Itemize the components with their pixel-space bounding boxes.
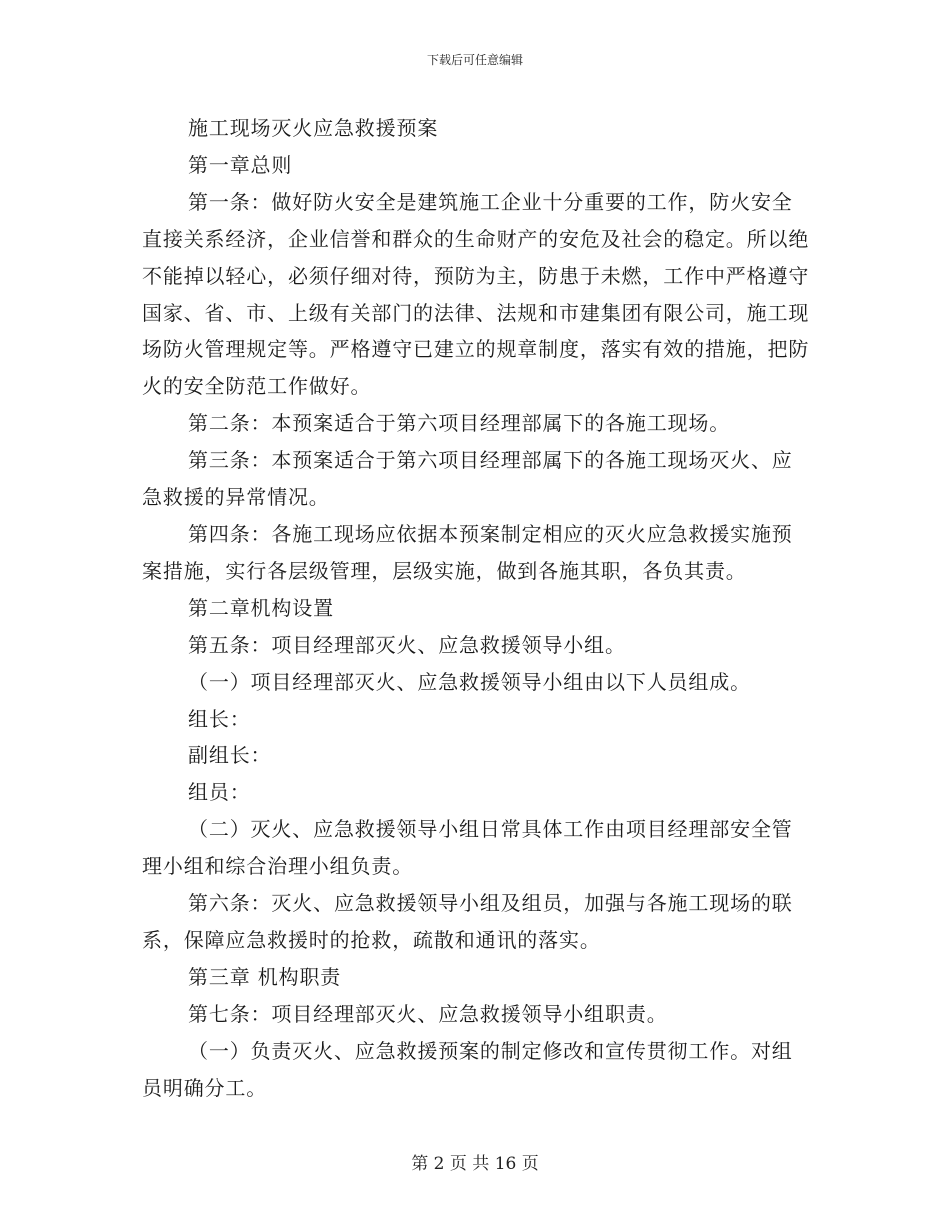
article-paragraph: 第二条：本预案适合于第六项目经理部属下的各施工现场。 bbox=[188, 411, 731, 436]
article-paragraph: 第三条：本预案适合于第六项目经理部属下的各施工现场灭火、应急救援的异常情况。 bbox=[142, 448, 793, 510]
page-header: 下载后可任意编辑 bbox=[426, 53, 523, 67]
role-line: 组员： bbox=[188, 780, 251, 805]
article-paragraph: 第四条：各施工现场应依据本预案制定相应的灭火应急救援实施预案措施，实行各层级管理，层级实施，做到各施其职，各负其责。 bbox=[142, 521, 793, 583]
page-number-footer: 第 2 页 共 16 页 bbox=[411, 1154, 539, 1174]
document-body bbox=[142, 110, 810, 1106]
article-paragraph: 第五条：项目经理部灭火、应急救援领导小组。 bbox=[188, 632, 626, 657]
role-line: 组长： bbox=[188, 706, 251, 731]
role-line: 副组长： bbox=[188, 743, 272, 768]
document-title: 施工现场灭火应急救援预案 bbox=[188, 116, 439, 140]
article-paragraph: 第一条：做好防火安全是建筑施工企业十分重要的工作，防火安全直接关系经济，企业信誉和群众的生命财产的安危及社会的稳定。所以绝不能掉以轻心，必须仔细对待，预防为主，防患于未燃，工作中严格遵守国家、省、市、上级有关部门的法律、法规和市建集团有限公司，施工现场防火管理规定等。严格遵守已建立的规章制度，落实有效的措施，把防火的安全防范工作做好。 bbox=[142, 189, 810, 399]
list-item: （一）项目经理部灭火、应急救援领导小组由以下人员组成。 bbox=[188, 669, 751, 694]
chapter-heading: 第一章总则 bbox=[188, 152, 293, 177]
chapter-heading: 第二章机构设置 bbox=[188, 595, 334, 620]
list-item: （一）负责灭火、应急救援预案的制定修改和宣传贯彻工作。对组员明确分工。 bbox=[142, 1038, 793, 1100]
article-paragraph: 第六条：灭火、应急救援领导小组及组员，加强与各施工现场的联系，保障应急救援时的抢救，疏散和通讯的落实。 bbox=[142, 891, 793, 952]
article-paragraph: 第七条：项目经理部灭火、应急救援领导小组职责。 bbox=[188, 1001, 668, 1026]
chapter-heading: 第三章 机构职责 bbox=[188, 964, 342, 989]
list-item: （二）灭火、应急救援领导小组日常具体工作由项目经理部安全管理小组和综合治理小组负责。 bbox=[142, 817, 793, 879]
